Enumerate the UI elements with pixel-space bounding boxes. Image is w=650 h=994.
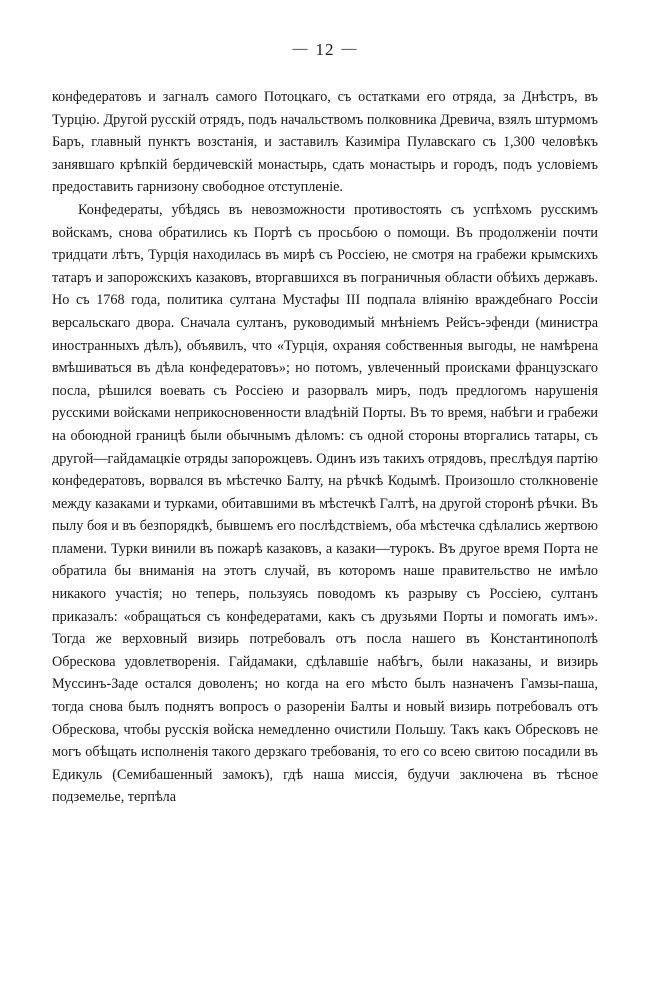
paragraph-2: Конфедераты, убѣдясь въ невозможности противостоять съ успѣхомъ русскимъ войскамъ, снова обратились къ Портѣ съ просьбою о помощи. Въ продолженіи почти тридцати лѣтъ, Турція находилась въ мирѣ съ Россіею, не смотря на грабежи крымскихъ татаръ и запорожскихъ казаковъ, вторгавшихся въ пограничныя области обѣихъ державъ. Но съ 1768 года, политика султана Мустафы III подпала вліянію враждебнаго Россіи версальскаго двора. Сначала султанъ, руководимый мнѣніемъ Рейсъ-эфенди (министра иностранныхъ дѣлъ), объявилъ, что «Турція, охраняя собственныя выгоды, не намѣрена вмѣшиваться въ дѣла конфедератовъ»; но потомъ, увлеченный происками французскаго посла, рѣшился воевать съ Россіею и разорвалъ миръ, подъ предлогомъ нарушенія русскими войсками неприкосновенности владѣній Порты. Въ то время, набѣги и грабежи на обоюдной границѣ были обычнымъ дѣломъ: съ одной стороны вторгались татары, съ другой—гайдамацкіе отряды запорожцевъ. Одинъ изъ такихъ отрядовъ, преслѣдуя партію конфедератовъ, ворвался въ мѣстечко Балту, на рѣчкѣ Кодымѣ. Произошло столкновеніе между казаками и турками, обитавшими въ мѣстечкѣ Галтѣ, на другой сторонѣ рѣчки. Въ пылу боя и въ безпорядкѣ, бывшемъ его послѣдствіемъ, оба мѣстечка сдѣлались жертвою пламени. Турки винили въ пожарѣ казаковъ, а казаки—турокъ. Въ другое время Порта не обратила бы вниманія на этотъ случай, въ которомъ наше правительство не имѣло никакого участія; но теперь, пользуясь поводомъ къ разрыву съ Россіею, султанъ приказалъ: «обращаться съ конфедератами, какъ съ друзьями Порты и помогать имъ». Тогда же верховный визирь потребовалъ отъ посла нашего въ Константинополѣ Обрескова удовлетворенія. Гайдамаки, сдѣлавшіе набѣгъ, были наказаны, и визирь Муссинъ-Заде остался доволенъ; но когда на его мѣсто былъ назначенъ Гамзы-паша, тогда снова былъ поднятъ вопросъ о разореніи Балты и новый визирь потребовалъ отъ Обрескова, чтобы русскія войска немедленно очистили Польшу. Такъ какъ Обресковъ не могъ обѣщать исполненія такого дерзкаго требованія, то его со всею свитою посадили въ Едикуль (Семибашенный замокъ), гдѣ наша миссія, будучи заключена въ тѣсное подземелье, терпѣла [52,201,598,806]
folio-dash-left: — [292,41,309,57]
page-number: 12 [315,40,335,59]
page-header [52,40,598,60]
folio-dash-right: — [341,41,358,57]
paragraph-1: конфедератовъ и загналъ самого Потоцкаго, съ остатками его отряда, за Днѣстръ, въ Турцію. Другой русскій отрядъ, подъ начальствомъ полковника Древича, взялъ штурмомъ Баръ, главный пунктъ возстанія, и заставилъ Казиміра Пулавскаго съ 1,300 человѣкъ занявшаго крѣпкій бердичевскій монастырь, сдать монастырь и городъ, подъ условіемъ предоставить гарнизону свободное отступленіе. [52,89,598,196]
page-body [52,86,598,809]
